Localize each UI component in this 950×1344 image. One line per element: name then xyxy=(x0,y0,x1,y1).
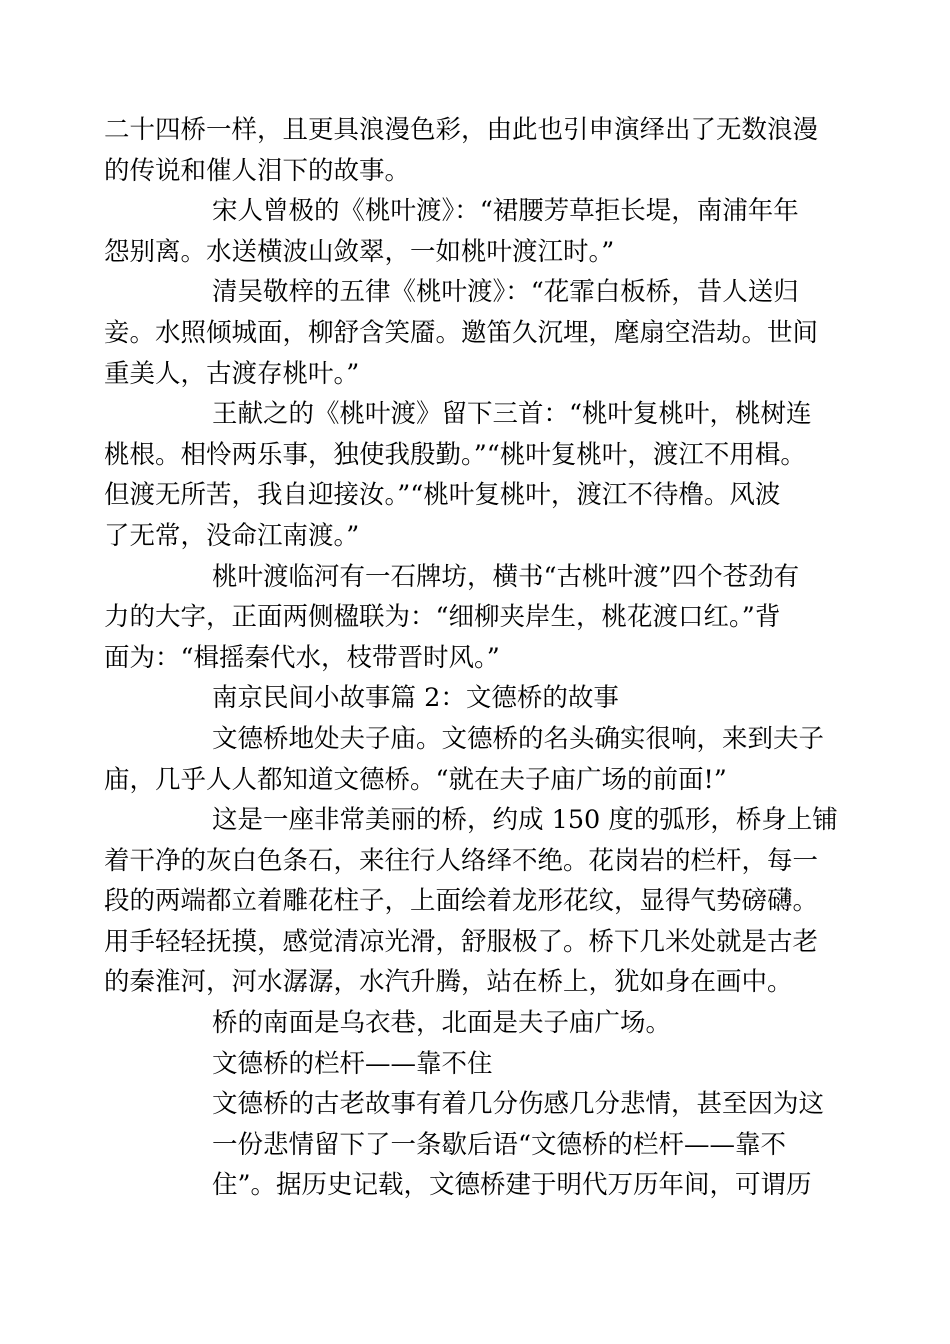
text-line: 的传说和催人泪下的故事。 xyxy=(104,155,411,186)
document-body xyxy=(104,110,874,1206)
text-line: 重美人，古渡存桃叶。” xyxy=(104,358,360,389)
text-line: 文德桥的古老故事有着几分伤感几分悲情，甚至因为这 xyxy=(212,1089,825,1120)
text-line: 的秦淮河，河水潺潺，水汽升腾，站在桥上，犹如身在画中。 xyxy=(104,967,793,998)
text-line: 桃叶渡临河有一石牌坊，横书“古桃叶渡”四个苍劲有 xyxy=(212,561,800,592)
text-line: 妾。水照倾城面，柳舒含笑靥。邀笛久沉埋，麾扇空浩劫。世间 xyxy=(104,317,819,348)
text-line: 了无常，没命江南渡。” xyxy=(104,520,360,551)
text-line: 桥的南面是乌衣巷，北面是夫子庙广场。 xyxy=(212,1008,672,1039)
text-line: 一份悲情留下了一条歇后语“文德桥的栏杆——靠不 xyxy=(212,1129,787,1160)
text-line: 南京民间小故事篇 2：文德桥的故事 xyxy=(212,683,619,714)
text-line: 着干净的灰白色条石，来往行人络绎不绝。花岗岩的栏杆，每一 xyxy=(104,845,819,876)
text-line: 力的大字，正面两侧楹联为：“细柳夹岸生，桃花渡口红。”背 xyxy=(104,602,781,633)
text-line: 面为：“楫摇秦代水，枝带晋时风。” xyxy=(104,642,500,673)
text-line: 庙，几乎人人都知道文德桥。“就在夫子庙广场的前面!” xyxy=(104,764,727,795)
text-line: 清吴敬梓的五律《桃叶渡》：“花霏白板桥，昔人送归 xyxy=(212,277,799,308)
text-line: 王献之的《桃叶渡》留下三首：“桃叶复桃叶，桃树连 xyxy=(212,399,812,430)
text-line: 这是一座非常美丽的桥，约成 150 度的弧形，桥身上铺 xyxy=(212,805,838,836)
text-line: 怨别离。水送横波山敛翠，一如桃叶渡江时。” xyxy=(104,236,615,267)
text-line: 文德桥的栏杆——靠不住 xyxy=(212,1048,493,1079)
text-line: 但渡无所苦，我自迎接汝。”“桃叶复桃叶，渡江不待橹。风波 xyxy=(104,480,781,511)
text-line: 段的两端都立着雕花柱子，上面绘着龙形花纹，显得气势磅礴。 xyxy=(104,886,819,917)
text-line: 二十四桥一样，且更具浪漫色彩，由此也引申演绎出了无数浪漫 xyxy=(104,115,819,145)
text-line: 用手轻轻抚摸，感觉清凉光滑，舒服极了。桥下几米处就是古老 xyxy=(104,926,819,957)
text-line: 住”。据历史记载，文德桥建于明代万历年间，可谓历 xyxy=(212,1170,812,1201)
text-line: 宋人曾极的《桃叶渡》：“裙腰芳草拒长堤，南浦年年 xyxy=(212,196,799,227)
text-line: 文德桥地处夫子庙。文德桥的名头确实很响，来到夫子 xyxy=(212,723,825,754)
text-line: 桃根。相怜两乐事，独使我殷勤。”“桃叶复桃叶，渡江不用楫。 xyxy=(104,439,806,470)
